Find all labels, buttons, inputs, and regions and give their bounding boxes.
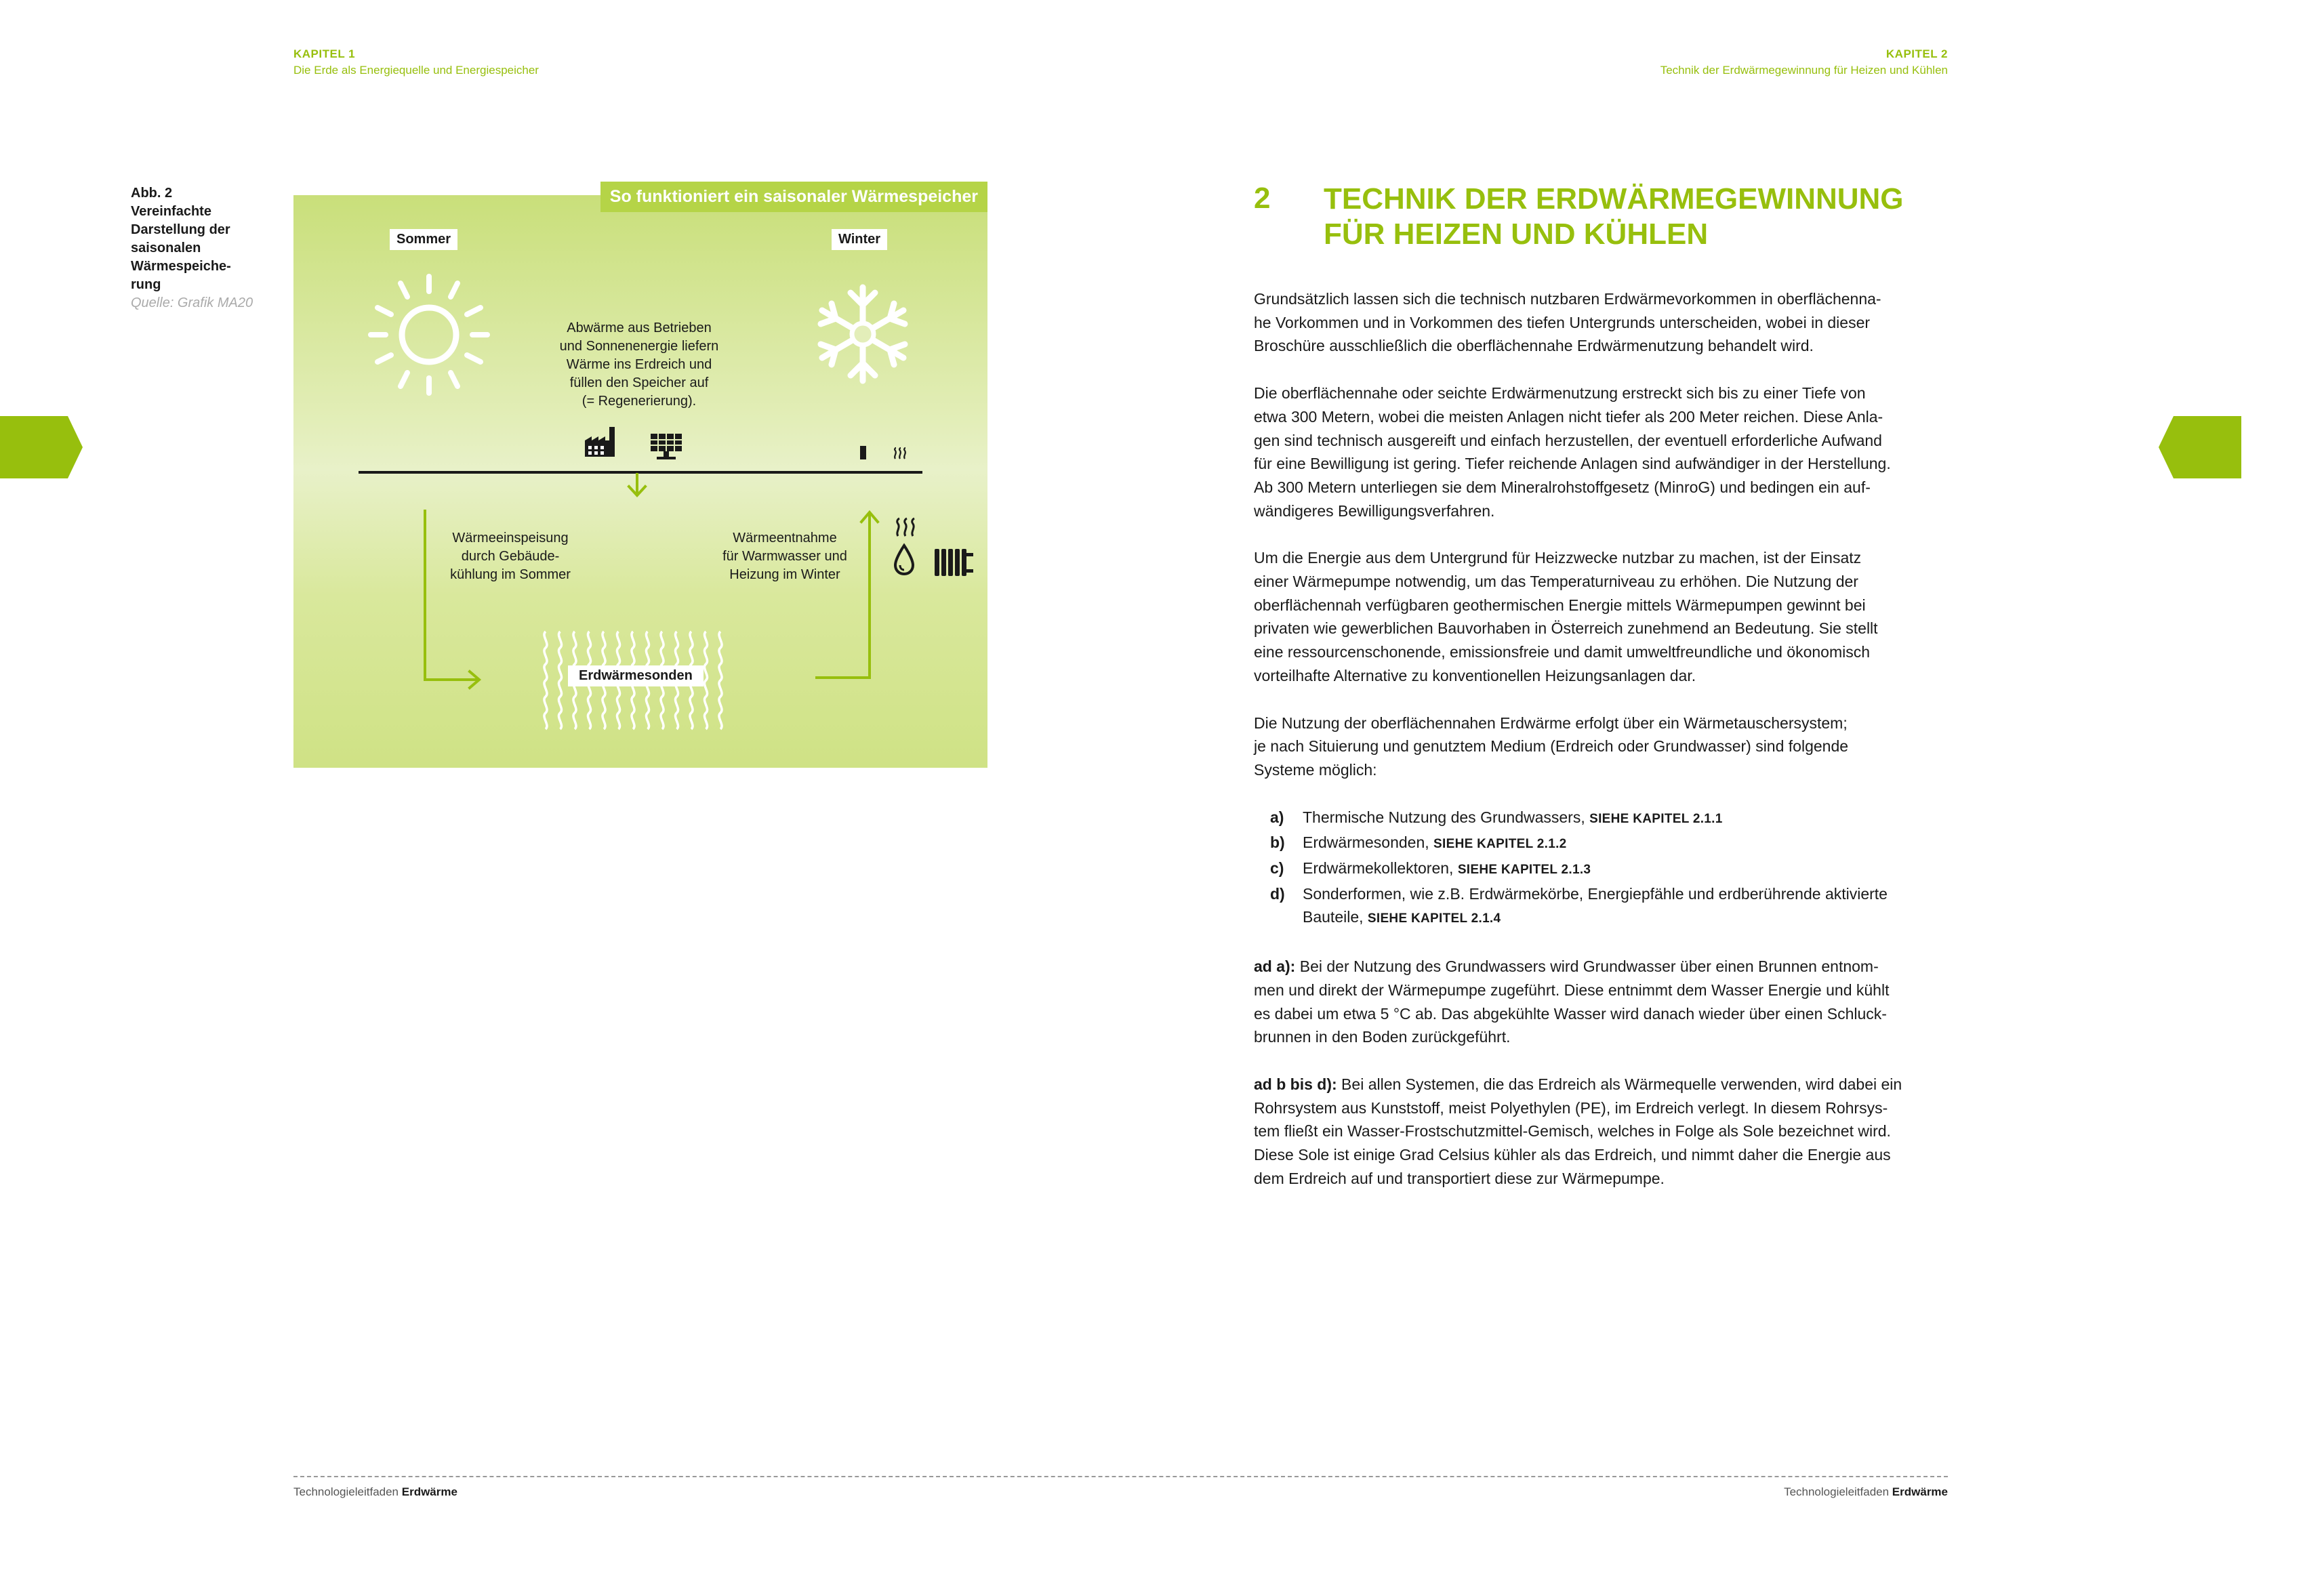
diagram-title: So funktioniert ein saisonaler Wärmespeicher bbox=[600, 182, 987, 212]
caption-line-3: saisonalen bbox=[131, 241, 201, 255]
paragraph-1 bbox=[1254, 287, 1952, 358]
heat-waves-icon bbox=[894, 517, 918, 537]
left-header-kapitel: KAPITEL 1 bbox=[293, 47, 356, 60]
p1-line-1: Grundsätzlich lassen sich die technisch nutzbaren Erdwärmevorkommen in oberflächenna- bbox=[1254, 290, 1881, 308]
label-erdwaermesonden: Erdwärmesonden bbox=[568, 665, 704, 686]
body-text bbox=[1254, 287, 1952, 1214]
einspeisung-text bbox=[429, 529, 592, 584]
chapter-title-line-1: TECHNIK DER ERDWÄRMEGEWINNUNG bbox=[1324, 182, 1904, 215]
p3-line-1: Um die Energie aus dem Untergrund für Heizzwecke nutzbar zu machen, ist der Einsatz bbox=[1254, 549, 1862, 567]
ad-a-label: ad a): bbox=[1254, 958, 1296, 976]
label-winter: Winter bbox=[832, 229, 887, 250]
paragraph-4 bbox=[1254, 712, 1952, 782]
entnahme-line-2: für Warmwasser und bbox=[722, 549, 847, 564]
seasonal-storage-diagram bbox=[293, 187, 987, 768]
probe-wave-line bbox=[704, 632, 707, 729]
label-sommer: Sommer bbox=[390, 229, 457, 250]
ad-bd-line-2: Rohrsystem aus Kunststoff, meist Polyethylen (PE), im Erdreich verlegt. In diesem Rohrsys- bbox=[1254, 1098, 1888, 1117]
list-item-d-text: Sonderformen, wie z.B. Erdwärmekörbe, Energiepfähle und erdberührende aktivierte bbox=[1303, 884, 1888, 903]
ad-a-line-1: Bei der Nutzung des Grundwassers wird Grundwasser über einen Brunnen entnom- bbox=[1295, 958, 1879, 976]
page-number-right-text: 11 bbox=[2271, 435, 2294, 459]
left-running-header bbox=[293, 47, 539, 77]
p2-line-6: wändigeres Bewilligungsverfahren. bbox=[1254, 501, 1495, 520]
footer-left bbox=[293, 1485, 457, 1499]
p2-line-1: Die oberflächennahe oder seichte Erdwärmenutzung erstreckt sich bis zu einer Tiefe von bbox=[1254, 384, 1866, 403]
list-item-b-text: Erdwärmesonden, bbox=[1303, 833, 1434, 852]
probe-wave-line bbox=[544, 632, 547, 729]
footer-divider bbox=[293, 1476, 1948, 1477]
einspeisung-line-2: durch Gebäude- bbox=[461, 549, 560, 564]
p4-line-2: je nach Situierung und genutztem Medium (Erdreich oder Grundwasser) sind folgende bbox=[1254, 737, 1849, 756]
regen-line-2: und Sonnenenergie liefern bbox=[559, 339, 719, 354]
ad-bd-line-3: tem fließt ein Wasser-Frostschutzmittel-Gemisch, welches in Folge als Sole bezeichnet wird. bbox=[1254, 1122, 1891, 1140]
right-running-header bbox=[1660, 47, 1948, 77]
list-item-c-label: c) bbox=[1270, 859, 1284, 878]
list-item-a-ref[interactable]: SIEHE KAPITEL 2.1.1 bbox=[1589, 811, 1723, 826]
regen-line-3: Wärme ins Erdreich und bbox=[566, 357, 712, 372]
entnahme-line-1: Wärmeentnahme bbox=[733, 531, 837, 546]
list-item bbox=[1270, 806, 1952, 831]
p2-line-4: für eine Bewilligung ist gering. Tiefer reichende Anlagen sind aufwändiger in der Herstellung. bbox=[1254, 455, 1891, 473]
probe-wave-line bbox=[719, 632, 722, 729]
chapter-title-line-2: FÜR HEIZEN UND KÜHLEN bbox=[1324, 218, 1709, 251]
figure-caption bbox=[131, 184, 266, 312]
systems-list bbox=[1270, 806, 1952, 932]
paragraph-ad-a bbox=[1254, 955, 1952, 1049]
list-item-b-ref[interactable]: SIEHE KAPITEL 2.1.2 bbox=[1433, 837, 1567, 852]
p2-line-2: etwa 300 Metern, wobei die meisten Anlagen nicht tiefer als 200 Meter reichen. Diese Anla- bbox=[1254, 407, 1883, 426]
p3-line-4: privaten wie gewerblichen Bauvorhaben in Österreich zunehmend an Bedeutung. Sie stellt bbox=[1254, 619, 1878, 638]
right-header-kapitel: KAPITEL 2 bbox=[1885, 47, 1948, 60]
list-item bbox=[1270, 831, 1952, 857]
left-header-title: Die Erde als Energiequelle und Energiespeicher bbox=[293, 64, 539, 77]
probe-wave-line bbox=[558, 632, 561, 729]
p4-line-1: Die Nutzung der oberflächennahen Erdwärme erfolgt über ein Wärmetauschersystem; bbox=[1254, 714, 1848, 732]
p1-line-3: Broschüre ausschließlich die oberflächennahe Erdwärmenutzung behandelt wird. bbox=[1254, 337, 1814, 355]
list-item-d-label: d) bbox=[1270, 884, 1285, 903]
ad-bd-line-4: Diese Sole ist einige Grad Celsius kühler als das Erdreich, und nimmt daher die Energie aus bbox=[1254, 1146, 1891, 1164]
list-item-b-label: b) bbox=[1270, 833, 1285, 852]
regen-line-1: Abwärme aus Betrieben bbox=[567, 321, 712, 335]
page-number-right bbox=[2159, 416, 2294, 478]
list-item-a-text: Thermische Nutzung des Grundwassers, bbox=[1303, 808, 1590, 826]
list-item-c-ref[interactable]: SIEHE KAPITEL 2.1.3 bbox=[1457, 863, 1591, 878]
caption-line-2: Darstellung der bbox=[131, 222, 230, 237]
p3-line-5: eine ressourcenschonende, emissionsfreie und damit umweltfreundliche und ökonomisch bbox=[1254, 643, 1871, 661]
list-item bbox=[1270, 857, 1952, 882]
page-number-left-text: 10 bbox=[112, 435, 136, 459]
footer-left-prefix: Technologieleitfaden bbox=[293, 1485, 402, 1498]
regen-line-4: füllen den Speicher auf bbox=[569, 375, 709, 390]
einspeisung-line-1: Wärmeeinspeisung bbox=[452, 531, 569, 546]
entnahme-line-3: Heizung im Winter bbox=[729, 567, 840, 582]
list-item bbox=[1270, 882, 1952, 931]
p1-line-2: he Vorkommen und in Vorkommen des tiefen Untergrunds unterscheiden, wobei in dieser bbox=[1254, 313, 1871, 331]
p3-line-6: vorteilhafte Alternative zu konventionellen Heizungsanlagen dar. bbox=[1254, 666, 1696, 684]
footer-left-bold: Erdwärme bbox=[401, 1485, 457, 1498]
einspeisung-line-3: kühlung im Sommer bbox=[450, 567, 571, 582]
radiator-icon bbox=[933, 548, 975, 577]
figure-source: Quelle: Grafik MA20 bbox=[131, 295, 253, 310]
figure-number: Abb. 2 bbox=[131, 186, 173, 201]
chapter-title bbox=[1324, 182, 1904, 252]
water-drop-icon bbox=[893, 543, 916, 576]
ad-a-line-3: es dabei um etwa 5 °C ab. Das abgekühlte Wasser wird danach wieder über einen Schluck- bbox=[1254, 1004, 1887, 1023]
list-item-d-text-2: Bauteile, bbox=[1303, 908, 1368, 926]
caption-line-5: rung bbox=[131, 277, 161, 292]
list-item-d-ref[interactable]: SIEHE KAPITEL 2.1.4 bbox=[1367, 911, 1501, 926]
ad-a-line-2: men und direkt der Wärmepumpe zugeführt. Diese entnimmt dem Wasser Energie und kühlt bbox=[1254, 981, 1890, 999]
list-item-a-label: a) bbox=[1270, 808, 1284, 826]
list-item-c-text: Erdwärmekollektoren, bbox=[1303, 859, 1458, 878]
paragraph-3 bbox=[1254, 546, 1952, 687]
chapter-number: 2 bbox=[1254, 182, 1271, 215]
p4-line-3: Systeme möglich: bbox=[1254, 760, 1377, 779]
footer-right bbox=[1784, 1485, 1948, 1499]
footer-right-prefix: Technologieleitfaden bbox=[1784, 1485, 1892, 1498]
entnahme-text bbox=[704, 529, 866, 584]
ad-bd-line-1: Bei allen Systemen, die das Erdreich als Wärmequelle verwenden, wird dabei ein bbox=[1337, 1075, 1902, 1093]
p3-line-3: oberflächennah verfügbaren geothermischen Energie mittels Wärmepumpen gewinnt bei bbox=[1254, 596, 1866, 614]
paragraph-2 bbox=[1254, 382, 1952, 522]
ad-bd-line-5: dem Erdreich auf und transportiert diese zur Wärmepumpe. bbox=[1254, 1169, 1665, 1187]
caption-line-4: Wärmespeiche- bbox=[131, 259, 231, 274]
ad-a-line-4: brunnen in den Boden zurückgeführt. bbox=[1254, 1028, 1511, 1046]
paragraph-ad-bd bbox=[1254, 1073, 1952, 1191]
footer-right-bold: Erdwärme bbox=[1892, 1485, 1948, 1498]
ad-bd-label: ad b bis d): bbox=[1254, 1075, 1337, 1093]
p3-line-2: einer Wärmepumpe notwendig, um das Temperaturniveau zu erhöhen. Die Nutzung der bbox=[1254, 573, 1858, 591]
right-header-title: Technik der Erdwärmegewinnung für Heizen und Kühlen bbox=[1660, 64, 1948, 77]
p2-line-3: gen sind technisch ausgereift und einfach herzustellen, der eventuell erforderliche Aufwand bbox=[1254, 431, 1882, 449]
page-number-left bbox=[0, 416, 136, 478]
p2-line-5: Ab 300 Metern unterliegen sie dem Mineralrohstoffgesetz (MinroG) und bedingen ein auf- bbox=[1254, 478, 1871, 496]
caption-line-1: Vereinfachte bbox=[131, 204, 211, 219]
regen-line-5: (= Regenerierung). bbox=[582, 394, 697, 409]
